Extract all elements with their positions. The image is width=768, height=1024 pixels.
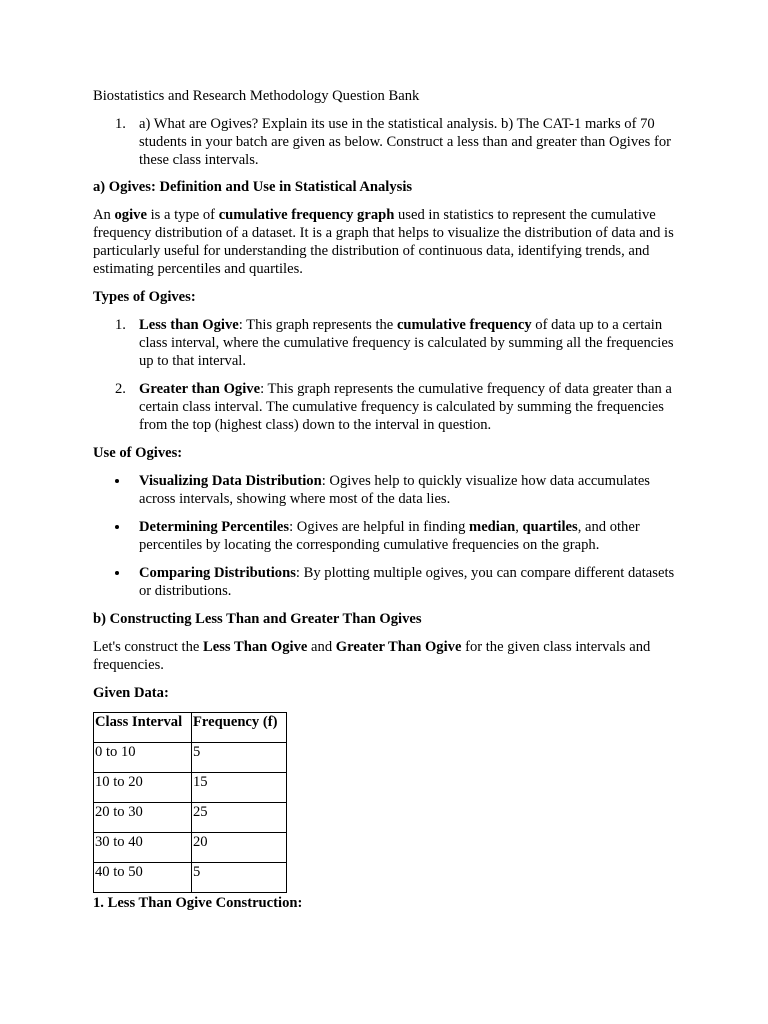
- question-text: a) What are Ogives? Explain its use in the statistical analysis. b) The CAT-1 marks of 70 students in your batch are given as below. Construct a less than and greater than Ogives for these class intervals.: [139, 116, 671, 168]
- uses-list-item: Determining Percentiles: Ogives are helpful in finding median, quartiles, and other percentiles by locating the corresponding cumulative frequencies on the graph.: [93, 518, 678, 554]
- table-cell: 20 to 30: [94, 803, 192, 833]
- table-row: [94, 743, 287, 773]
- term-cumulative-frequency-graph: cumulative frequency graph: [218, 207, 395, 223]
- table-row: [94, 803, 287, 833]
- table-cell: 0 to 10: [94, 743, 192, 773]
- type-label: Greater than Ogive: [139, 381, 261, 397]
- bullet-icon: [115, 479, 119, 483]
- term-ogive: ogive: [114, 207, 147, 223]
- document-content: [93, 87, 678, 912]
- types-list: [93, 316, 678, 434]
- bullet-icon: [115, 525, 119, 529]
- use-heading: Use of Ogives:: [93, 445, 183, 461]
- use-label: Determining Percentiles: [139, 519, 290, 535]
- frequency-table: [93, 712, 287, 893]
- uses-list-item: Comparing Distributions: By plotting multiple ogives, you can compare different datasets or distributions.: [93, 564, 678, 600]
- table-cell: 30 to 40: [94, 833, 192, 863]
- use-label: Comparing Distributions: [139, 565, 296, 581]
- question-item: [93, 115, 678, 169]
- table-cell: 10 to 20: [94, 773, 192, 803]
- given-data-heading: Given Data:: [93, 685, 169, 701]
- types-heading: Types of Ogives:: [93, 289, 196, 305]
- ogive-definition-paragraph: An ogive is a type of cumulative frequency graph used in statistics to represent the cumulative frequency distribution of a dataset. It is a graph that helps to visualize the distribution of data and is particularly useful for understanding the distribution of continuous data, identifying trends, and estimating percentiles and quartiles.: [93, 207, 674, 277]
- types-list-item: 1. Less than Ogive: This graph represents the cumulative frequency of data up to a certain class interval, where the cumulative frequency is calculated by summing all the frequencies up to that interval.: [115, 317, 674, 369]
- document-title: Biostatistics and Research Methodology Question Bank: [93, 88, 420, 104]
- table-cell: 15: [192, 773, 287, 803]
- less-than-ogive-heading: 1. Less Than Ogive Construction:: [93, 895, 303, 911]
- types-list-item: 2. Greater than Ogive: This graph represents the cumulative frequency of data greater than a certain class interval. The cumulative frequency is calculated by summing the frequencies from the top (highest class) down to the interval in question.: [115, 381, 672, 433]
- uses-list-item: Visualizing Data Distribution: Ogives help to quickly visualize how data accumulates across intervals, showing where most of the data lies.: [93, 472, 678, 508]
- section-b-intro-paragraph: Let's construct the Less Than Ogive and Greater Than Ogive for the given class intervals and frequencies.: [93, 639, 651, 673]
- column-header: Class Interval: [94, 713, 192, 743]
- list-number: 2.: [115, 381, 126, 397]
- column-header: Frequency (f): [192, 713, 287, 743]
- table-row: [94, 833, 287, 863]
- table-cell: 5: [192, 863, 287, 893]
- use-label: Visualizing Data Distribution: [139, 473, 322, 489]
- type-label: Less than Ogive: [139, 317, 239, 333]
- question-list: [93, 115, 678, 169]
- section-b-heading: b) Constructing Less Than and Greater Than Ogives: [93, 611, 422, 627]
- table-row: [94, 773, 287, 803]
- uses-list: [93, 472, 678, 600]
- table-cell: 5: [192, 743, 287, 773]
- question-number: 1.: [115, 116, 126, 132]
- table-header-row: [94, 713, 287, 743]
- table-cell: 20: [192, 833, 287, 863]
- table-row: [94, 863, 287, 893]
- section-a-heading: a) Ogives: Definition and Use in Statistical Analysis: [93, 179, 413, 195]
- table-cell: 25: [192, 803, 287, 833]
- bullet-icon: [115, 571, 119, 575]
- table-cell: 40 to 50: [94, 863, 192, 893]
- list-number: 1.: [115, 317, 126, 333]
